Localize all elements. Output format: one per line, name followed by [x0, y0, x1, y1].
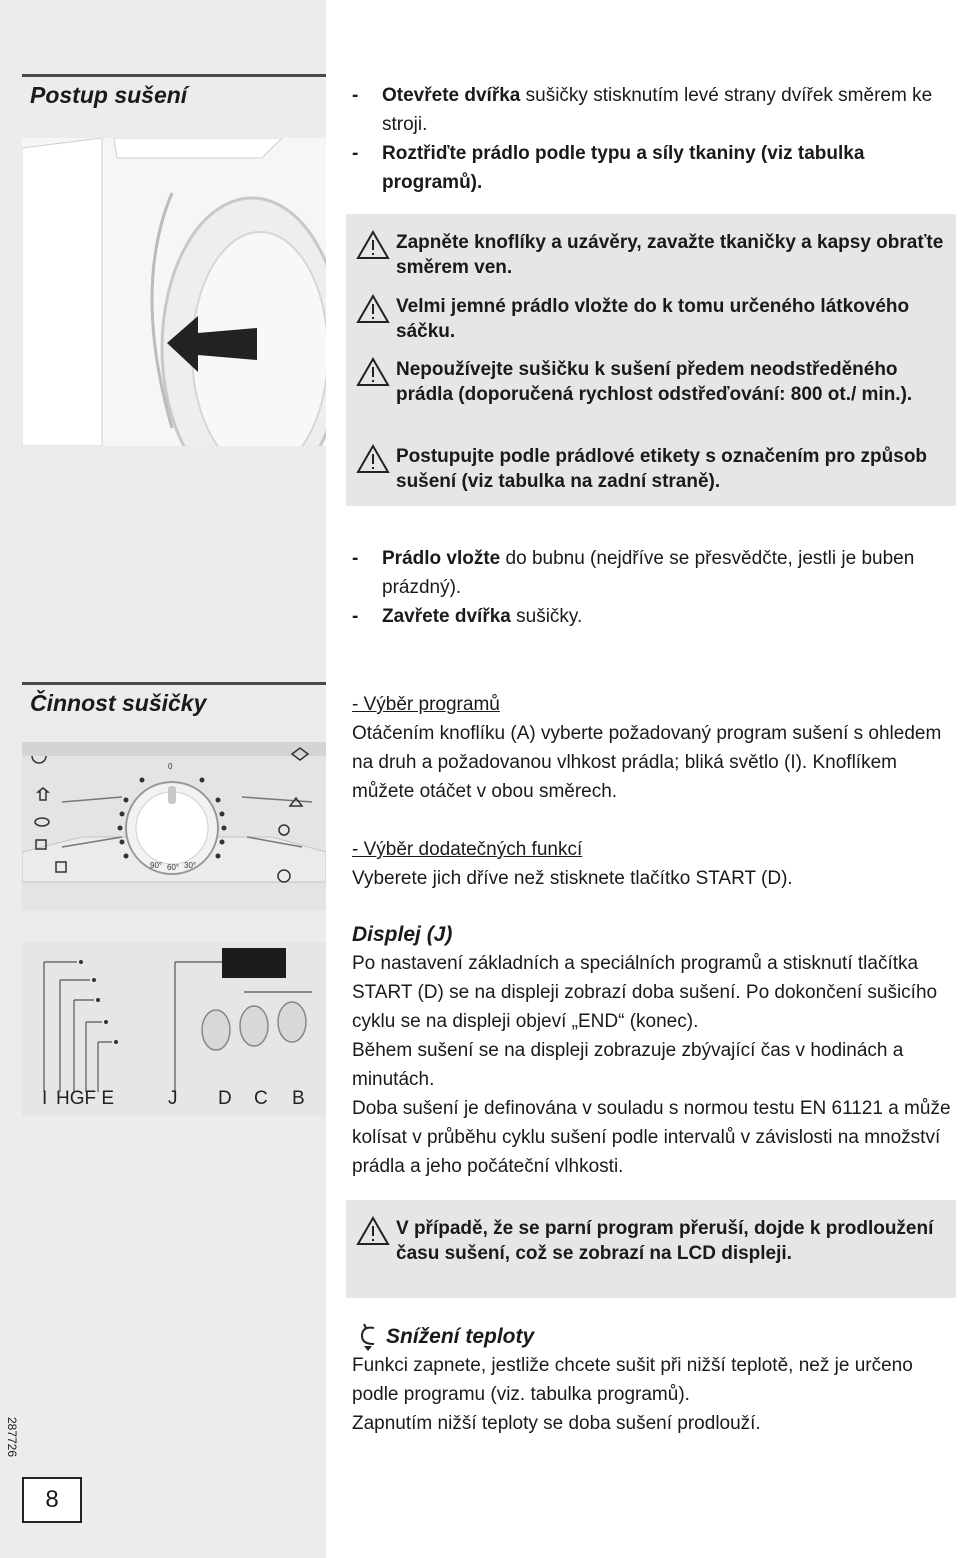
list-item: - Prádlo vložte do bubnu (nejdříve se přesvědčte, jestli je buben prázdný).	[352, 548, 915, 598]
display-heading: Displej (J)	[352, 923, 453, 946]
extra-text: Vyberete jich dříve než stisknete tlačítko START (D).	[352, 868, 793, 889]
label-j: J	[168, 1088, 178, 1109]
extra-functions-section	[352, 835, 952, 893]
warning-item: Nepoužívejte sušičku k sušení předem neodstředěného prádla (doporučená rychlost odstřeďování: 800 ot./ min.).	[356, 357, 952, 407]
list-item: - Otevřete dvířka sušičky stisknutím levé strany dvířek směrem ke stroji.	[352, 85, 933, 135]
warning-item: Postupujte podle prádlové etikety s označením pro způsob sušení (viz tabulka na zadní straně).	[356, 444, 952, 494]
label-d: D	[218, 1088, 232, 1109]
lcd-display	[222, 948, 286, 978]
display-paragraph: Během sušení se na displeji zobrazuje zbývající čas v hodinách a minutách.	[352, 1040, 904, 1090]
temperature-section	[352, 1322, 952, 1438]
section-title-postup: Postup sušení	[30, 82, 188, 108]
warning-icon	[356, 230, 390, 260]
label-b: B	[292, 1088, 305, 1109]
display-paragraph: Doba sušení je definována v souladu s normou testu EN 61121 a může kolísat v průběhu cyklu sušení podle intervalů v závislosti na množství prádla a jeho počáteční vlhkosti.	[352, 1098, 951, 1177]
steam-note-box	[346, 1200, 956, 1298]
dial-mark-90: 90°	[150, 861, 163, 870]
temperature-paragraph: Funkci zapnete, jestliže chcete sušit při nižší teplotě, než je určeno podle programu (viz. tabulka programů).	[352, 1355, 913, 1405]
display-paragraph: Po nastavení základních a speciálních programů a stisknutí tlačítka START (D) se na displeji zobrazí doba sušení. Po dokončení sušicího cyklu se na displeji objeví „END“ (konec).	[352, 953, 938, 1032]
warning-item: Velmi jemné prádlo vložte do k tomu určeného látkového sáčku.	[356, 294, 952, 344]
warning-icon	[356, 294, 390, 324]
section-rule	[22, 682, 326, 685]
warning-icon	[356, 1216, 390, 1246]
warning-item: Zapněte knoflíky a uzávěry, zavažte tkaničky a kapsy obraťte směrem ven.	[356, 230, 952, 280]
program-text: Otáčením knoflíku (A) vyberte požadovaný program sušení s ohledem na druh a požadovanou vlhkost prádla; bliká světlo (I). Knoflíkem můžete otáčet v obou směrech.	[352, 723, 942, 802]
low-temperature-icon	[354, 1322, 380, 1352]
control-panel-illustration	[22, 742, 326, 910]
list-item: - Roztřiďte prádlo podle typu a síly tkaniny (viz tabulka programů).	[352, 143, 865, 193]
button-b	[278, 1002, 306, 1042]
warning-item: V případě, že se parní program přeruší, dojde k prodloužení času sušení, což se zobrazí na LCD displeji.	[356, 1216, 952, 1266]
dial-mark-60: 60°	[167, 863, 180, 872]
temperature-heading: Snížení teploty	[352, 1322, 952, 1351]
extra-heading: - Výběr dodatečných funkcí	[352, 839, 583, 860]
program-heading: - Výběr programů	[352, 694, 500, 715]
document-code: 287726	[5, 1416, 20, 1458]
button-c	[240, 1006, 268, 1046]
label-c: C	[254, 1088, 268, 1109]
dial-mark-0: 0	[168, 762, 173, 771]
dryer-door-illustration	[22, 138, 326, 446]
warning-icon	[356, 444, 390, 474]
temperature-paragraph: Zapnutím nižší teploty se doba sušení prodlouží.	[352, 1413, 761, 1434]
list-item: - Zavřete dvířka sušičky.	[352, 606, 583, 627]
label-hgfe: HGF E	[56, 1088, 115, 1109]
dial-mark-30: 30°	[184, 861, 197, 870]
warning-icon	[356, 357, 390, 387]
section-rule	[22, 74, 326, 77]
section-title-cinnost: Činnost sušičky	[30, 690, 207, 716]
bullets-top	[352, 81, 952, 197]
display-section	[352, 920, 952, 1181]
warning-box	[346, 214, 956, 506]
start-button-d	[202, 1010, 230, 1050]
label-i: I	[42, 1088, 48, 1109]
page-number: 8	[22, 1477, 82, 1523]
bullets-bottom	[352, 544, 952, 631]
program-section	[352, 690, 952, 806]
